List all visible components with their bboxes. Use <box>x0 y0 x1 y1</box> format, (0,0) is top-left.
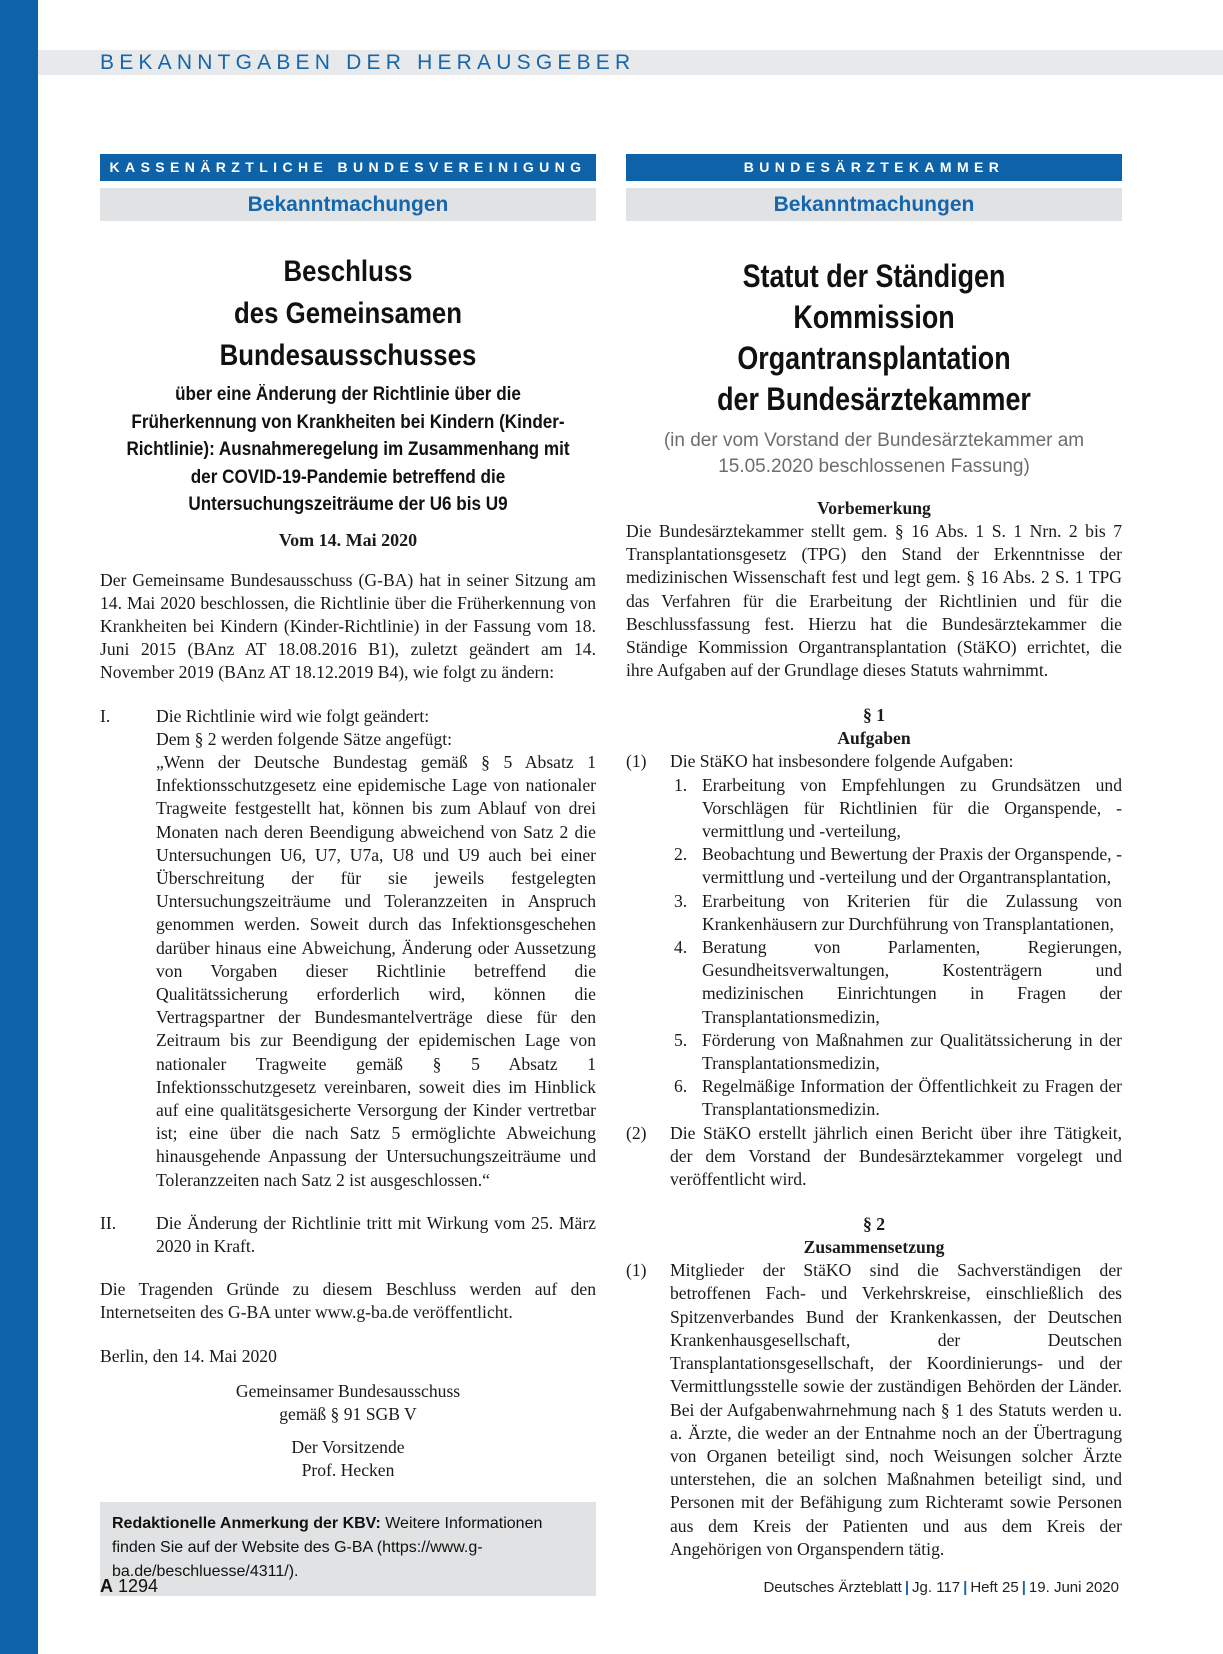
list-item-number: 5. <box>674 1029 688 1050</box>
journal-name: Deutsches Ärzteblatt <box>763 1579 902 1596</box>
list-item-number: 2. <box>674 844 688 865</box>
task-list <box>670 774 1122 1122</box>
title-line: der Bundesärztekammer <box>717 381 1031 417</box>
item-text: Die Änderung der Richtlinie tritt mit Wirkung vom 25. März 2020 in Kraft. <box>156 1212 596 1256</box>
article-subtitle: über eine Änderung der Richtlinie über die Früherkennung von Krankheiten bei Kindern (Kinder-Richtlinie): Ausnahmeregelung im Zusammenhang mit der COVID-19-Pandemie betreffend die Untersuchungszeiträume der U6 bis U9 <box>126 384 570 515</box>
intro-paragraph: Der Gemeinsame Bundesausschuss (G-BA) hat in seiner Sitzung am 14. Mai 2020 beschlossen, die Richtlinie über die Früherkennung von Krankheiten bei Kindern (Kinder-Richtlinie) in der Fassung vom 18. Juni 2015 (BAnz AT 18.08.2016 B1), zuletzt geändert am 14. November 2019 (BAnz AT 18.12.2019 B4), wie folgt zu ändern: <box>100 569 596 683</box>
paragraph-1-2 <box>626 1122 1122 1192</box>
journal-info <box>763 1579 1119 1596</box>
list-item <box>670 1075 1122 1121</box>
section-header: BEKANNTGABEN DER HERAUSGEBER <box>100 51 636 74</box>
signature-org-line: Gemeinsamer Bundesausschuss <box>235 1380 461 1401</box>
item-label: I. <box>100 705 111 726</box>
list-item-text: Erarbeitung von Empfehlungen zu Grundsätzen und Vorschlägen für Richtlinien für die Organspende, -vermittlung und -verteilung, <box>702 774 1122 842</box>
note-label: Redaktionelle Anmerkung der KBV: <box>112 1514 381 1532</box>
header-band <box>38 50 1223 75</box>
list-item-number: 1. <box>674 774 688 795</box>
section-number: § 2 <box>863 1214 885 1235</box>
paragraph-label: (1) <box>626 751 647 772</box>
journal-issue: Heft 25 <box>970 1579 1019 1596</box>
preamble-heading: Vorbemerkung <box>817 498 931 518</box>
amendment-item-2 <box>100 1212 596 1258</box>
org-banner-baek: BUNDESÄRZTEKAMMER <box>626 154 1122 181</box>
editorial-note <box>100 1502 596 1596</box>
signature-person <box>100 1436 596 1482</box>
left-accent-bar <box>0 0 38 1654</box>
signature-org <box>100 1380 596 1426</box>
left-column <box>100 154 596 1596</box>
paragraph-intro: Die StäKO hat insbesondere folgende Aufgaben: <box>670 751 1014 772</box>
paragraph-text: Mitglieder der StäKO sind die Sachverständigen der betroffenen Fach- und Verkehrskreise, einschließlich des Spitzenverbandes Bund der Krankenkassen, der Deutschen Krankenhausgesellschaft, der Deutschen Transplantationsgesellschaft, der Koordinierungs- und der Vermittlungsstelle sowie der zuständigen Behörden der Länder. Bei der Aufgabenwahrnehmung nach § 1 des Statuts werden u. a. Ärzte, die weder an der Entnahme noch an der Übertragung von Organen beteiligt sind, noch Weisungen solcher Ärzte unterstehen, die an solchen Maßnahmen beteiligt sind, und Personen mit der Befähigung zum Richteramt sowie Personen aus dem Kreis der Patienten und aus dem Kreis der Angehörigen von Organspendern tätig. <box>670 1260 1122 1559</box>
paragraph-text: Die StäKO erstellt jährlich einen Bericht über ihre Tätigkeit, der dem Vorstand der Bundesärztekammer vorgelegt und veröffentlicht wird. <box>670 1122 1122 1190</box>
org-banner-kbv: KASSENÄRZTLICHE BUNDESVEREINIGUNG <box>100 154 596 181</box>
list-item-text: Erarbeitung von Kriterien für die Zulassung von Krankenhäusern zur Durchführung von Transplantationen, <box>702 890 1122 934</box>
item-line: Dem § 2 werden folgende Sätze angefügt: <box>156 728 453 749</box>
article-title <box>666 256 1083 420</box>
list-item <box>670 1029 1122 1075</box>
title-line: Beschluss <box>283 255 413 288</box>
amendment-item-1 <box>100 705 596 1192</box>
separator: | <box>904 1579 910 1596</box>
signature-org-line: gemäß § 91 SGB V <box>279 1403 417 1424</box>
list-item-text: Förderung von Maßnahmen zur Qualitätssicherung in der Transplantationsmedizin, <box>702 1029 1122 1074</box>
list-item <box>670 890 1122 936</box>
list-item-text: Beratung von Parlamenten, Regierungen, Gesundheitsverwaltungen, Kostenträgern und medizinischen Einrichtungen in Fragen der Transplantationsmedizin, <box>702 937 1122 1027</box>
section-title: Aufgaben <box>837 728 911 749</box>
article-subtitle: (in der vom Vorstand der Bundesärztekammer am 15.05.2020 beschlossenen Fassung) <box>663 430 1085 477</box>
note-text: Weitere Informationen finden Sie auf der Website des G-BA (https://www.g-ba.de/beschluesse/4311/). <box>112 1514 543 1580</box>
section-banner: Bekanntmachungen <box>626 188 1122 221</box>
preamble-paragraph: Die Bundesärztekammer stellt gem. § 16 Abs. 1 S. 1 Nrn. 2 bis 7 Transplantationsgesetz (TPG) den Stand der Erkenntnisse der medizinischen Wissenschaft fest und legt gem. § 16 Abs. 2 S. 1 TPG das Verfahren für die Erarbeitung der Richtlinien und für die Beschlussfassung fest. Hierzu hat die Bundesärztekammer die Ständige Kommission Organtransplantation (StäKO) errichtet, die ihre Aufgaben auf der Grundlage dieses Statuts wahrnimmt. <box>626 521 1122 681</box>
section-banner: Bekanntmachungen <box>100 188 596 221</box>
paragraph-label: (1) <box>626 1260 647 1281</box>
article-title <box>135 251 562 377</box>
page-number <box>100 1576 158 1597</box>
item-line: Die Richtlinie wird wie folgt geändert: <box>156 705 430 726</box>
title-line: Organtransplantation <box>737 340 1011 376</box>
signature-role: Der Vorsitzende <box>291 1436 405 1457</box>
section-number: § 1 <box>863 705 885 726</box>
section-title: Zusammensetzung <box>803 1237 945 1258</box>
title-line: des Gemeinsamen Bundesausschusses <box>219 297 477 372</box>
list-item <box>670 774 1122 844</box>
list-item-text: Regelmäßige Information der Öffentlichkeit zu Fragen der Transplantationsmedizin. <box>702 1076 1122 1120</box>
list-item <box>670 843 1122 889</box>
signature-name: Prof. Hecken <box>301 1459 395 1480</box>
page-number-value: 1294 <box>118 1576 159 1596</box>
paragraph-label: (2) <box>626 1122 647 1143</box>
list-item <box>670 936 1122 1029</box>
list-item-number: 4. <box>674 937 688 958</box>
list-item-number: 3. <box>674 890 688 911</box>
item-label: II. <box>100 1212 117 1233</box>
journal-volume: Jg. 117 <box>912 1579 961 1596</box>
reasons-paragraph: Die Tragenden Gründe zu diesem Beschluss werden auf den Internetseiten des G-BA unter www.g-ba.de veröffentlicht. <box>100 1279 596 1323</box>
resolution-date: Vom 14. Mai 2020 <box>278 529 418 550</box>
separator: | <box>963 1579 968 1596</box>
right-column <box>626 154 1122 1561</box>
paragraph-2-1 <box>626 1259 1122 1561</box>
page-prefix: A <box>100 1576 113 1596</box>
place-date: Berlin, den 14. Mai 2020 <box>100 1345 277 1366</box>
journal-date: 19. Juni 2020 <box>1028 1579 1119 1596</box>
list-item-text: Beobachtung und Bewertung der Praxis der Organspende, -vermittlung und -verteilung und der Organtransplantation, <box>702 844 1122 888</box>
amendment-quote: „Wenn der Deutsche Bundestag gemäß § 5 Absatz 1 Infektionsschutzgesetz eine epidemische Lage von nationaler Tragweite festgestellt hat, können bis zum Ablauf von drei Monaten nach deren Beendigung abweichend von Satz 2 die Untersuchungen U6, U7, U7a, U8 und U9 auch bei einer Überschreitung der für sie jeweils festgelegten Untersuchungszeiträume und Toleranzzeiten in Anspruch genommen werden. Soweit durch das Infektionsgeschehen darüber hinaus eine Abweichung, Änderung oder Aussetzung von Vorgaben dieser Richtlinie betreffend die Qualitätssicherung erforderlich wird, können die Vertragspartner der Bundesmantelverträge diese für den Zeitraum bis zur Beendigung der epidemischen Lage von nationaler Tragweite gemäß § 5 Absatz 1 Infektionsschutzgesetz vereinbaren, soweit dies im Hinblick auf eine qualitätsgesicherte Versorgung der Kinder vertretbar ist; eine über die nach Satz 5 ermöglichte Abweichung hinausgehende Anpassung der Untersuchungszeiträume und Toleranzzeiten nach Satz 2 ist ausgeschlossen.“ <box>156 751 596 1190</box>
separator: | <box>1021 1579 1026 1596</box>
list-item-number: 6. <box>674 1076 688 1097</box>
paragraph-1-1 <box>626 750 1122 1121</box>
title-line: Statut der Ständigen Kommission <box>742 258 1006 335</box>
